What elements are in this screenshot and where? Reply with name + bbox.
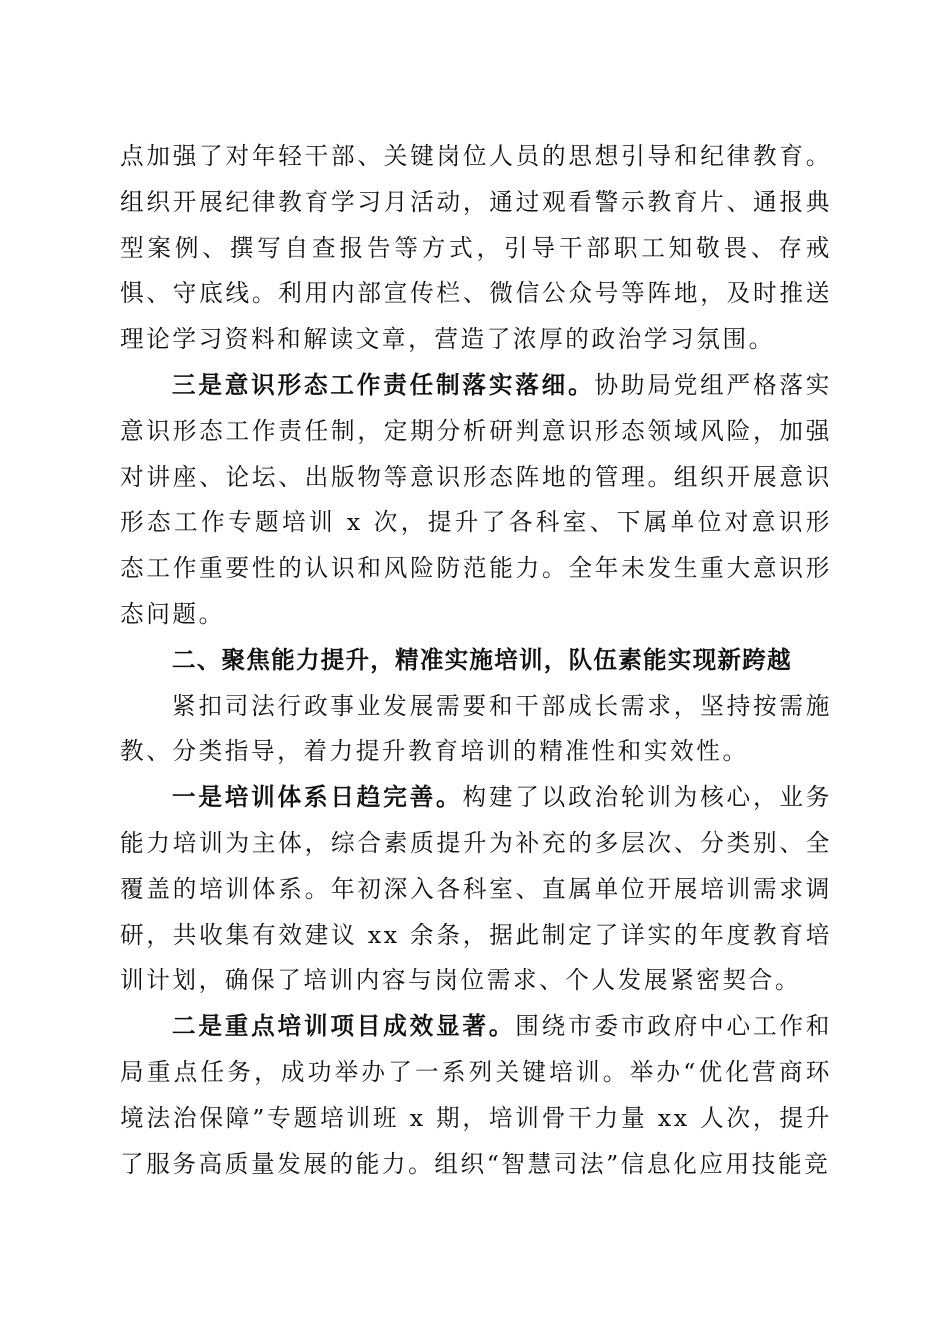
paragraph-text: 协助局党组严格落实意识形态工作责任制，定期分析研判意识形态领域风险，加强对讲座、论坛、出版物等意识形态阵地的管理。组织开展意识形态工作专题培训 x 次，提升了各科室、下属单位对意识形态工作重要性的认识和风险防范能力。全年未发生重大意识形态问题。 [120,370,832,628]
paragraph-lead: 二是重点培训项目成效显著。 [171,1012,516,1041]
document-body [120,134,832,1187]
paragraph-text: 构建了以政治轮训为核心，业务能力培训为主体，综合素质提升为补充的多层次、分类别、全覆盖的培训体系。年初深入各科室、直属单位开展培训需求调研，共收集有效建议 xx 余条，据此制定了详实的年度教育培训计划，确保了培训内容与岗位需求、个人发展紧密契合。 [120,783,832,995]
section-heading: 二、聚焦能力提升，精准实施培训，队伍素能实现新跨越 [171,645,792,674]
paragraph-text: 点加强了对年轻干部、关键岗位人员的思想引导和纪律教育。组织开展纪律教育学习月活动，通过观看警示教育片、通报典型案例、撰写自查报告等方式，引导干部职工知敬畏、存戒惧、守底线。利用内部宣传栏、微信公众号等阵地，及时推送理论学习资料和解读文章，营造了浓厚的政治学习氛围。 [120,142,832,354]
paragraph-section-intro [120,684,832,776]
paragraph-discipline-education [120,134,832,363]
paragraph-lead: 一是培训体系日趋完善。 [171,783,463,812]
paragraph-training-system [120,775,832,1004]
paragraph-key-training-projects [120,1004,832,1187]
paragraph-lead: 三是意识形态工作责任制落实落细。 [171,370,595,399]
paragraph-ideology-responsibility [120,363,832,638]
paragraph-text: 围绕市委市政府中心工作和局重点任务，成功举办了一系列关键培训。举办“优化营商环境法治保障”专题培训班 x 期，培训骨干力量 xx 人次，提升了服务高质量发展的能力。组织“智慧司法”信息化应用技能竞 [120,1012,832,1178]
paragraph-text: 紧扣司法行政事业发展需要和干部成长需求，坚持按需施教、分类指导，着力提升教育培训的精准性和实效性。 [120,691,832,766]
